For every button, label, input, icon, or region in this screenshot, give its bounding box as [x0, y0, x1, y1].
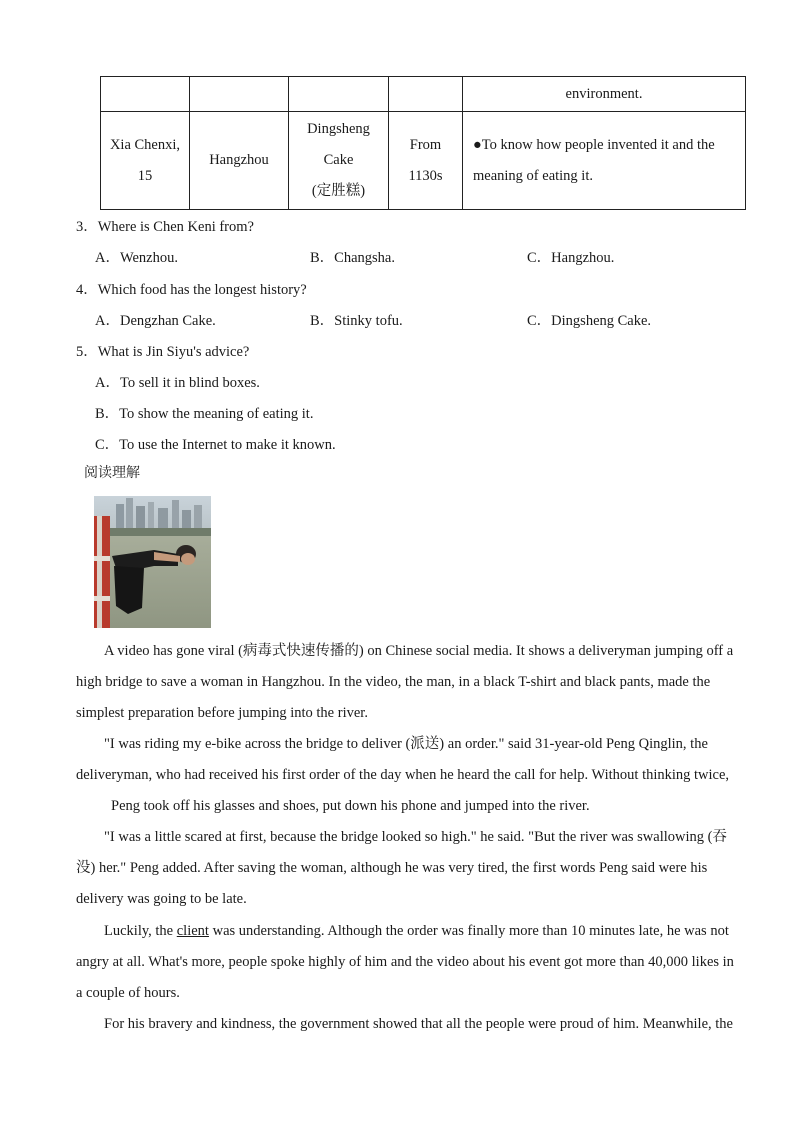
passage-paragraph	[76, 822, 744, 915]
food-line: Dingsheng	[307, 121, 370, 137]
text-line: delivery was going to be late.	[76, 891, 247, 907]
aim-cell	[463, 112, 746, 210]
aim-line: ●To know how people invented it and the	[473, 136, 715, 153]
passage-paragraph	[76, 729, 744, 822]
question-stem: 4．Which food has the longest history?	[76, 282, 307, 298]
passage-paragraph	[76, 916, 744, 1009]
section-title: 阅读理解	[84, 465, 140, 481]
option-b[interactable]: B．Stinky tofu.	[310, 313, 403, 329]
text-line: For his bravery and kindness, the government showed that all the people were proud of him. Meanwhile, the	[104, 1016, 733, 1032]
question-stem: 5．What is Jin Siyu's advice?	[76, 344, 250, 360]
text-line: 没) her." Peng added. After saving the woman, although he was very tired, the first words Peng said were his	[76, 860, 708, 876]
food-cell	[289, 112, 389, 210]
text-line: A video has gone viral (病毒式快速传播的) on Chinese social media. It shows a deliveryman jumping off a	[104, 643, 734, 659]
text-line: "I was a little scared at first, because the bridge looked so high." he said. "But the river was swallowing (吞	[104, 829, 727, 845]
text-line: angry at all. What's more, people spoke highly of him and the video about his event got more than 40,000 likes in	[76, 954, 734, 970]
time-cell	[389, 112, 463, 210]
food-line: (定胜糕)	[311, 183, 366, 199]
text-line: simplest preparation before jumping into the river.	[76, 705, 368, 721]
info-table	[100, 76, 746, 210]
passage-paragraph	[76, 1009, 744, 1040]
option-b[interactable]: B．To show the meaning of eating it.	[95, 406, 314, 422]
option-c[interactable]: C．To use the Internet to make it known.	[95, 437, 336, 453]
question-stem: 3．Where is Chen Keni from?	[76, 219, 254, 235]
option-b[interactable]: B．Changsha.	[310, 250, 395, 266]
name-cell	[101, 112, 190, 210]
option-a[interactable]: A．Dengzhan Cake.	[95, 313, 216, 329]
table-cell	[190, 77, 289, 112]
deliveryman-photo	[94, 496, 211, 628]
table-row	[101, 112, 746, 210]
cell-text: environment.	[565, 85, 643, 102]
table-cell	[101, 77, 190, 112]
age-text: 15	[137, 167, 153, 184]
name-text: Xia Chenxi,	[109, 136, 181, 153]
table-cell	[389, 77, 463, 112]
time-line: From	[409, 136, 442, 153]
text-segment: Luckily, the	[104, 923, 177, 939]
text-line: a couple of hours.	[76, 985, 180, 1001]
food-line: Cake	[323, 152, 354, 168]
text-line: "I was riding my e-bike across the bridge to deliver (派送) an order." said 31-year-old Peng Qinglin, the	[104, 736, 708, 752]
option-a[interactable]: A．To sell it in blind boxes.	[95, 375, 260, 391]
table-row	[101, 77, 746, 112]
photo-illustration	[94, 496, 211, 628]
place-cell	[190, 112, 289, 210]
text-line: deliveryman, who had received his first order of the day when he heard the call for help. Without thinking twice,	[76, 767, 730, 783]
text-line: high bridge to save a woman in Hangzhou. In the video, the man, in a black T-shirt and black pants, made the	[76, 674, 711, 690]
passage-paragraph	[76, 636, 744, 729]
place-text: Hangzhou	[209, 152, 269, 168]
table-cell	[463, 77, 746, 112]
underlined-word: client	[176, 923, 209, 939]
table-cell	[289, 77, 389, 112]
text-line	[76, 916, 744, 947]
aim-line: meaning of eating it.	[473, 167, 593, 184]
option-c[interactable]: C．Dingsheng Cake.	[527, 313, 652, 329]
option-c[interactable]: C．Hangzhou.	[527, 250, 615, 266]
text-line: Peng took off his glasses and shoes, put down his phone and jumped into the river.	[111, 798, 590, 814]
option-a[interactable]: A．Wenzhou.	[95, 250, 178, 266]
text-segment: was understanding. Although the order was finally more than 10 minutes late, he was not	[208, 923, 729, 939]
time-line: 1130s	[408, 167, 443, 184]
